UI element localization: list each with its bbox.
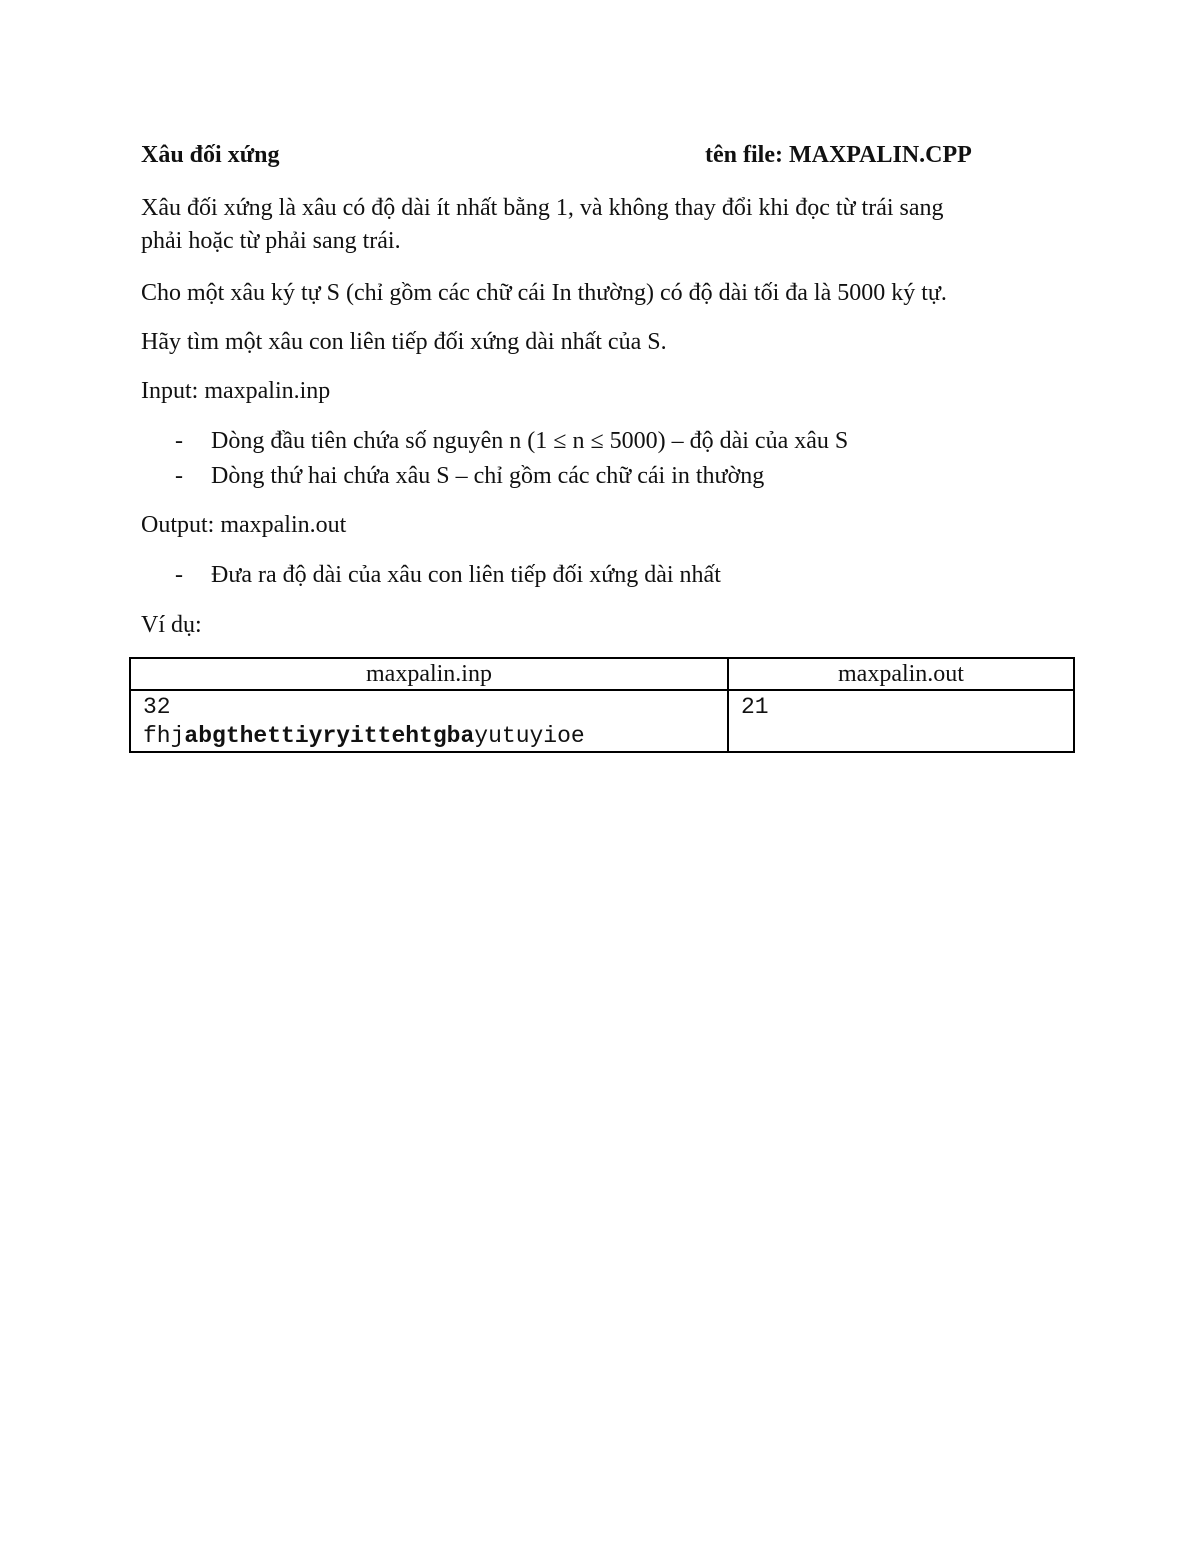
- list-item-text: Dòng thứ hai chứa xâu S – chỉ gồm các chữ cái in thường: [211, 463, 765, 489]
- example-table: [129, 657, 1075, 753]
- input-prefix: fhj: [143, 723, 185, 749]
- input-line-2: [143, 722, 715, 751]
- problem-title: Xâu đối xứng: [141, 142, 280, 168]
- table-row: [130, 690, 1074, 752]
- table-header-row: [130, 658, 1074, 690]
- table-cell-output: [728, 690, 1074, 752]
- input-suffix: yutuyioe: [474, 723, 585, 749]
- output-description-list: [141, 558, 721, 593]
- table-header-input: maxpalin.inp: [130, 658, 728, 690]
- list-item-text: Dòng đầu tiên chứa số nguyên n (1 ≤ n ≤ 5000) – độ dài của xâu S: [211, 428, 849, 454]
- definition-line-2: phải hoặc từ phải sang trái.: [141, 228, 401, 254]
- task-paragraph: Hãy tìm một xâu con liên tiếp đối xứng dài nhất của S.: [141, 329, 667, 355]
- output-label: Output: maxpalin.out: [141, 512, 347, 538]
- definition-line-1: Xâu đối xứng là xâu có độ dài ít nhất bằng 1, và không thay đổi khi đọc từ trái sang: [141, 195, 944, 221]
- bullet-dash: -: [175, 463, 183, 489]
- table-cell-input: [130, 690, 728, 752]
- output-line-1: 21: [741, 694, 769, 720]
- list-item: [141, 424, 848, 459]
- list-item-text: Đưa ra độ dài của xâu con liên tiếp đối xứng dài nhất: [211, 562, 721, 588]
- input-palindrome-highlight: abgthettiyryittehtgba: [184, 723, 475, 749]
- file-name-label: tên file: MAXPALIN.CPP: [705, 142, 972, 168]
- bullet-dash: -: [175, 562, 183, 588]
- given-paragraph: Cho một xâu ký tự S (chỉ gồm các chữ cái In thường) có độ dài tối đa là 5000 ký tự.: [141, 280, 947, 306]
- example-label: Ví dụ:: [141, 612, 202, 638]
- list-item: [141, 558, 721, 593]
- input-line-1: 32: [143, 694, 171, 720]
- bullet-dash: -: [175, 428, 183, 454]
- definition-paragraph: [141, 192, 1081, 258]
- input-description-list: [141, 424, 848, 494]
- input-label: Input: maxpalin.inp: [141, 378, 331, 404]
- list-item: [141, 459, 848, 494]
- table-header-output: maxpalin.out: [728, 658, 1074, 690]
- title-row: [141, 142, 1041, 176]
